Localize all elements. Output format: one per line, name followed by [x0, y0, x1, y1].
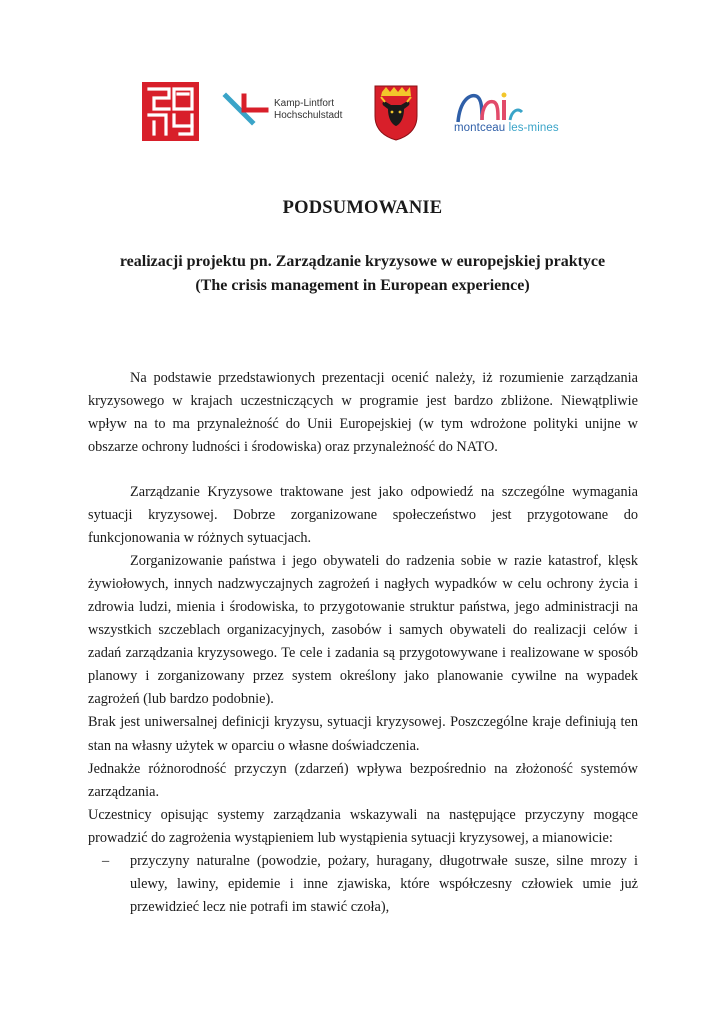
montceau-wordmark-part1: montceau [454, 122, 506, 134]
paragraph-4: Brak jest uniwersalnej definicji kryzysu, sytuacji kryzysowej. Poszczególne kraje definiują ten stan na własny użytek w oparciu o własne doświadczenia. [88, 714, 638, 754]
montceau-les-mines-logo [452, 92, 582, 140]
kamp-lintfort-line2: Hochschulstadt [274, 110, 343, 121]
paragraph-2: Zarządzanie Kryzysowe traktowane jest jako odpowiedź na szczególne wymagania sytuacji kryzysowej. Dobrze zorganizowane społeczeństwo jest przygotowane do funkcjonowania w różnych sytuacjach. [88, 484, 638, 547]
coat-of-arms-logo [373, 84, 419, 142]
paragraph-1: Na podstawie przedstawionych prezentacji ocenić należy, iż rozumienie zarządzania kryzysowego w krajach uczestniczących w programie jest bardzo zbliżone. Niewątpliwie wpływ na to ma przynależność do Unii Europejskiej (w tym wdrożone polityki unijne w obszarze ochrony ludności i środowiska) oraz przynależność do NATO. [88, 370, 638, 456]
montceau-wordmark [454, 122, 559, 134]
red-glyph-logo [142, 82, 199, 141]
paragraph-3: Zorganizowanie państwa i jego obywateli do radzenia sobie w razie katastrof, klęsk żywiołowych, innych nadzwyczajnych zagrożeń i nagłych wypadków w celu ochrony życia i zdrowia ludzi, mienia i środowiska, to przygotowanie struktur państwa, jego administracji na wszystkich szczeblach organizacyjnych, zasobów i samych obywateli do realizacji celów i zadań zarządzania kryzysowego. Te cele i zadania są przygotowywane i realizowane w sposób planowy i zorganizowany przez system określony jako planowanie cywilne na wypadek zagrożeń (lub bardzo podobnie). [88, 553, 638, 708]
paragraph-6: Uczestnicy opisując systemy zarządzania wskazywali na następujące przyczyny mogące prowadzić do zagrożenia wystąpieniem lub wystąpienia sytuacji kryzysowej, a mianowicie: [88, 806, 638, 846]
paragraph-5: Jednakże różnorodność przyczyn (zdarzeń) wpływa bezpośrednio na złożoność systemów zarządzania. [88, 760, 638, 800]
montceau-wordmark-part2: les-mines [505, 122, 559, 134]
list-item-text: przyczyny naturalne (powodzie, pożary, huragany, długotrwałe susze, silne mrozy i ulewy, lawiny, epidemie i inne zjawiska, które współczesny człowiek umie już przewidzieć lecz nie potrafi im stawić czoła), [130, 852, 638, 915]
intro-section [88, 367, 638, 459]
subtitle-line-1: realizacji projektu pn. Zarządzanie kryzysowe w europejskiej praktyce [119, 253, 606, 270]
causes-list [88, 850, 638, 919]
list-bullet: – [102, 852, 110, 869]
main-section [88, 481, 638, 919]
document-title: PODSUMOWANIE [282, 198, 443, 218]
kamp-lintfort-logo [222, 92, 357, 128]
list-item [88, 850, 638, 919]
logo-bar [0, 82, 725, 144]
subtitle-line-2: (The crisis management in European experience) [195, 277, 530, 294]
kamp-lintfort-wordmark [274, 98, 342, 122]
kamp-lintfort-line1: Kamp-Lintfort [274, 98, 335, 109]
document-subtitle [0, 250, 725, 298]
